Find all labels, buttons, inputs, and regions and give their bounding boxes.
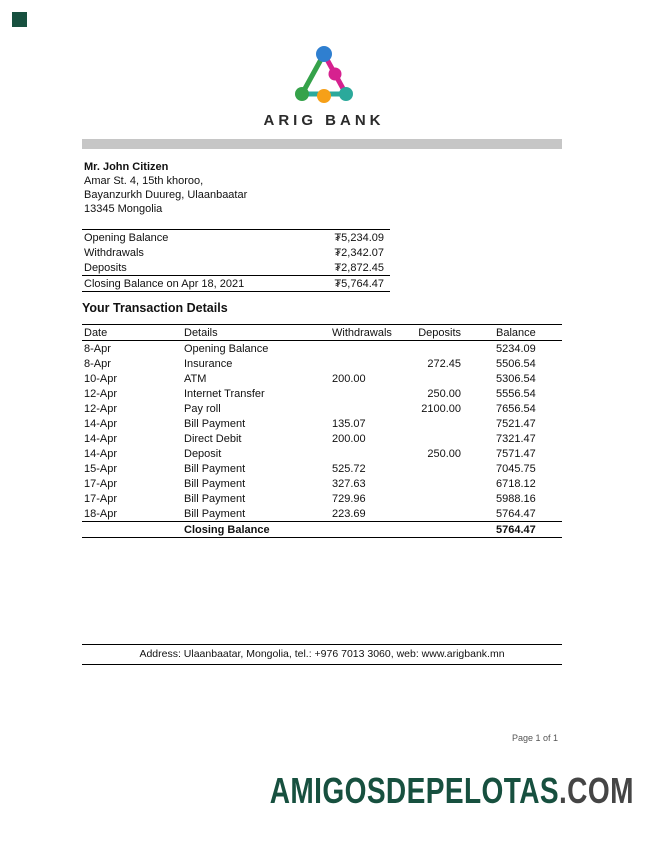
transactions-title: Your Transaction Details bbox=[82, 301, 228, 315]
transaction-row bbox=[82, 431, 562, 446]
transaction-details: Deposit bbox=[184, 447, 222, 460]
closing-row-date-cell bbox=[82, 522, 182, 538]
summary-label: Opening Balance bbox=[84, 231, 169, 244]
transaction-details: Bill Payment bbox=[184, 507, 246, 520]
transaction-balance: 7321.47 bbox=[496, 432, 536, 445]
transaction-row bbox=[82, 476, 562, 491]
summary-closing-value: ₮5,764.47 bbox=[310, 276, 390, 292]
closing-row-balance: 5764.47 bbox=[463, 522, 562, 538]
summary-row bbox=[82, 260, 390, 276]
bank-logo bbox=[0, 44, 648, 129]
customer-name: Mr. John Citizen bbox=[84, 161, 169, 173]
transaction-row bbox=[82, 506, 562, 522]
transaction-row bbox=[82, 446, 562, 461]
transaction-balance: 5764.47 bbox=[496, 507, 536, 520]
summary-value: ₮5,234.09 bbox=[334, 231, 384, 244]
transaction-details: Pay roll bbox=[184, 402, 221, 415]
transaction-balance: 7571.47 bbox=[496, 447, 536, 460]
watermark-suffix-text: .COM bbox=[559, 770, 634, 811]
transaction-row bbox=[82, 416, 562, 431]
transaction-balance: 7656.54 bbox=[496, 402, 536, 415]
transaction-date: 10-Apr bbox=[84, 372, 118, 385]
transaction-withdrawal bbox=[330, 341, 415, 357]
closing-row-deposits-cell bbox=[415, 522, 463, 538]
transaction-details: Opening Balance bbox=[184, 342, 269, 355]
transaction-withdrawal bbox=[330, 386, 415, 401]
summary-row bbox=[82, 245, 390, 260]
summary-label: Deposits bbox=[84, 261, 127, 274]
transaction-deposit: 272.45 bbox=[427, 357, 461, 370]
transaction-details: Bill Payment bbox=[184, 417, 246, 430]
transaction-deposit bbox=[415, 341, 463, 357]
transaction-deposit: 250.00 bbox=[427, 387, 461, 400]
transaction-details: Bill Payment bbox=[184, 477, 246, 490]
corner-mark bbox=[12, 12, 27, 27]
summary-closing-label: Closing Balance on Apr 18, 2021 bbox=[82, 276, 310, 292]
footer-address-bar bbox=[82, 644, 562, 665]
column-header-details: Details bbox=[182, 325, 330, 341]
transactions-header-row bbox=[82, 325, 562, 341]
transaction-row bbox=[82, 356, 562, 371]
page-number: Page 1 of 1 bbox=[511, 733, 558, 743]
balance-summary-table bbox=[82, 229, 390, 292]
transaction-date: 17-Apr bbox=[84, 477, 118, 490]
summary-value: ₮2,872.45 bbox=[334, 261, 384, 274]
watermark bbox=[270, 770, 634, 812]
transaction-details: Direct Debit bbox=[184, 432, 242, 445]
transaction-row bbox=[82, 386, 562, 401]
customer-address-line: Bayanzurkh Duureg, Ulaanbaatar bbox=[84, 189, 248, 201]
bank-name: ARIG BANK bbox=[263, 112, 385, 129]
summary-closing-row bbox=[82, 276, 390, 292]
transaction-deposit bbox=[415, 506, 463, 522]
transaction-withdrawal: 525.72 bbox=[332, 462, 366, 475]
column-header-withdrawals: Withdrawals bbox=[330, 325, 415, 341]
column-header-deposits: Deposits bbox=[415, 325, 463, 341]
transaction-balance: 5506.54 bbox=[496, 357, 536, 370]
transaction-date: 14-Apr bbox=[84, 447, 118, 460]
summary-table-body bbox=[82, 230, 390, 276]
transaction-details: Internet Transfer bbox=[184, 387, 265, 400]
transaction-deposit bbox=[415, 416, 463, 431]
footer-address-text: Address: Ulaanbaatar, Mongolia, tel.: +976 7013 3060, web: www.arigbank.mn bbox=[139, 648, 505, 660]
transaction-date: 8-Apr bbox=[84, 357, 111, 370]
transaction-date: 17-Apr bbox=[84, 492, 118, 505]
transaction-withdrawal bbox=[330, 401, 415, 416]
transaction-deposit bbox=[415, 476, 463, 491]
transaction-details-section bbox=[82, 301, 562, 538]
transaction-deposit bbox=[415, 491, 463, 506]
transaction-withdrawal bbox=[330, 446, 415, 461]
transaction-row bbox=[82, 341, 562, 357]
transaction-withdrawal: 200.00 bbox=[332, 372, 366, 385]
column-header-date: Date bbox=[82, 325, 182, 341]
column-header-balance: Balance bbox=[463, 325, 562, 341]
transaction-date: 14-Apr bbox=[84, 417, 118, 430]
transaction-deposit bbox=[415, 431, 463, 446]
transaction-balance: 6718.12 bbox=[496, 477, 536, 490]
transaction-withdrawal: 135.07 bbox=[332, 417, 366, 430]
transaction-date: 18-Apr bbox=[84, 507, 118, 520]
transaction-balance: 5556.54 bbox=[496, 387, 536, 400]
transaction-deposit bbox=[415, 371, 463, 386]
transaction-row bbox=[82, 401, 562, 416]
transaction-withdrawal: 729.96 bbox=[332, 492, 366, 505]
transaction-row bbox=[82, 371, 562, 386]
transaction-deposit: 2100.00 bbox=[421, 402, 461, 415]
transaction-withdrawal: 327.63 bbox=[332, 477, 366, 490]
customer-address-block bbox=[84, 160, 247, 216]
transactions-table-body bbox=[82, 341, 562, 522]
closing-row-label: Closing Balance bbox=[182, 522, 330, 538]
transaction-details: Bill Payment bbox=[184, 492, 246, 505]
transaction-balance: 7045.75 bbox=[496, 462, 536, 475]
transactions-table bbox=[82, 324, 562, 538]
transaction-date: 12-Apr bbox=[84, 402, 118, 415]
transaction-withdrawal bbox=[330, 356, 415, 371]
transaction-withdrawal: 223.69 bbox=[332, 507, 366, 520]
summary-label: Withdrawals bbox=[84, 246, 144, 259]
summary-value: ₮2,342.07 bbox=[334, 246, 384, 259]
transaction-balance: 5988.16 bbox=[496, 492, 536, 505]
transaction-deposit bbox=[415, 461, 463, 476]
arig-bank-logo-icon bbox=[278, 44, 370, 108]
transaction-deposit: 250.00 bbox=[427, 447, 461, 460]
customer-address-line: Amar St. 4, 15th khoroo, bbox=[84, 175, 204, 187]
transactions-closing-row bbox=[82, 522, 562, 538]
transaction-row bbox=[82, 461, 562, 476]
transaction-details: ATM bbox=[184, 372, 207, 385]
header-divider-band bbox=[82, 139, 562, 149]
transaction-withdrawal: 200.00 bbox=[332, 432, 366, 445]
summary-row bbox=[82, 230, 390, 246]
transaction-date: 15-Apr bbox=[84, 462, 118, 475]
customer-address-line: 13345 Mongolia bbox=[84, 203, 163, 215]
transaction-balance: 5306.54 bbox=[496, 372, 536, 385]
transaction-details: Bill Payment bbox=[184, 462, 246, 475]
transaction-balance: 5234.09 bbox=[496, 342, 536, 355]
watermark-main-text: AMIGOSDEPELOTAS bbox=[269, 770, 560, 811]
transaction-date: 14-Apr bbox=[84, 432, 118, 445]
transaction-row bbox=[82, 491, 562, 506]
transaction-date: 12-Apr bbox=[84, 387, 118, 400]
transaction-details: Insurance bbox=[184, 357, 233, 370]
transaction-balance: 7521.47 bbox=[496, 417, 536, 430]
closing-row-withdrawals-cell bbox=[330, 522, 415, 538]
transaction-date: 8-Apr bbox=[84, 342, 111, 355]
